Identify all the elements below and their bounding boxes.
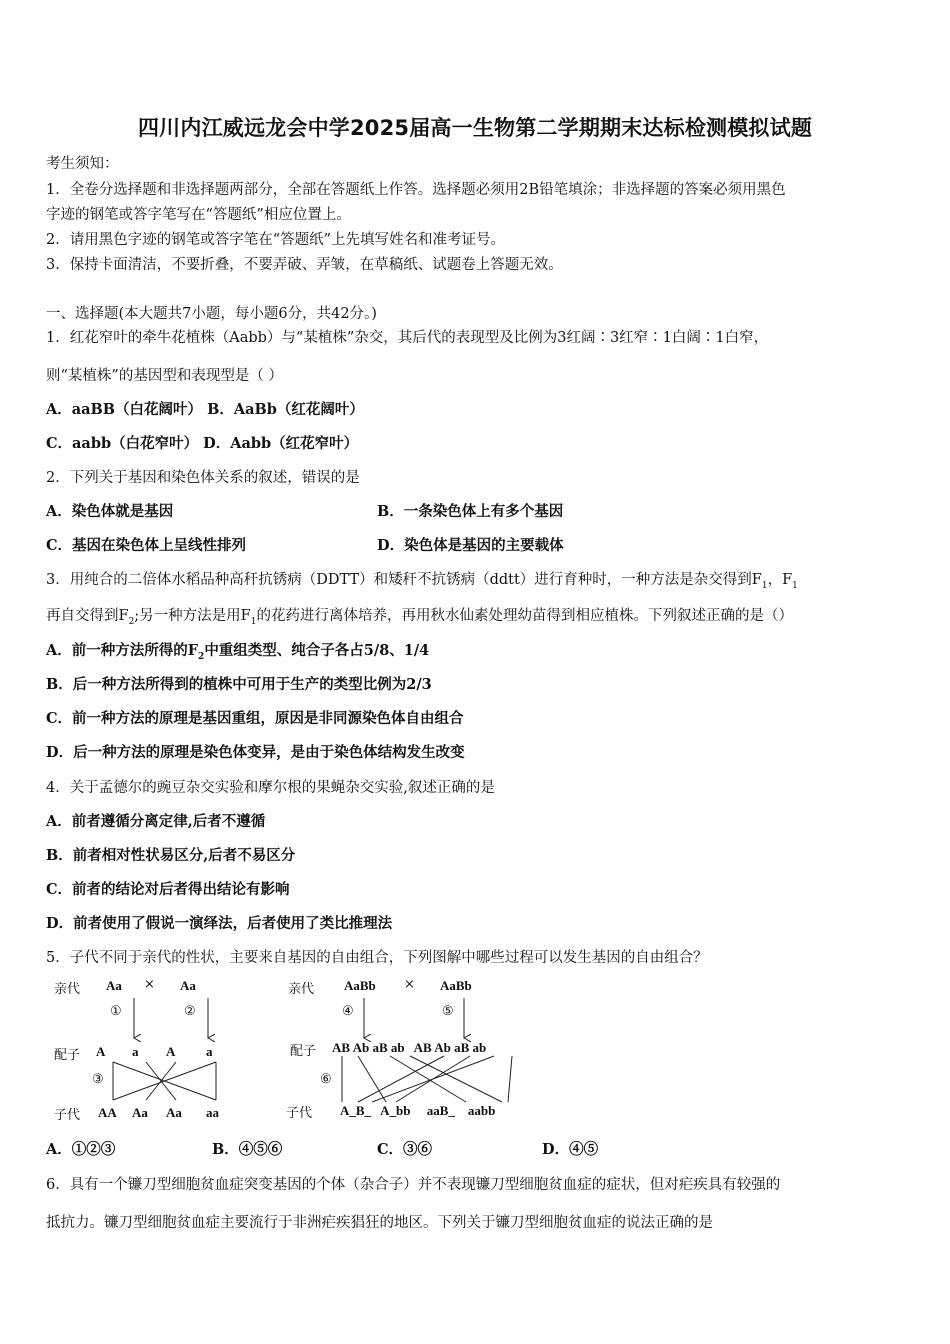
right-parent-2: AaBb [440, 978, 472, 993]
left-parent-2: Aa [180, 978, 196, 993]
q5-option-d: D．④⑤ [542, 1141, 599, 1158]
right-parent-1: AaBb [344, 978, 376, 993]
left-offspring-label: 子代 [54, 1108, 81, 1123]
left-gamete-1: A [96, 1044, 106, 1059]
notice-item-1: 1．全卷分选择题和非选择题两部分，全部在答题纸上作答。选择题必须用2B铅笔填涂；非选择题的答案必须用黑色 [46, 182, 786, 198]
left-offspring-2: Aa [132, 1105, 148, 1120]
left-gamete-3: A [166, 1044, 176, 1059]
q3-option-c: C．前一种方法的原理是基因重组，原因是非同源染色体自由组合 [46, 710, 464, 727]
left-parent-label: 亲代 [54, 982, 81, 997]
q1-stem-cont: 则“某植株”的基因型和表现型是（ ） [46, 368, 283, 384]
q6-stem-cont: 抵抗力。镰刀型细胞贫血症主要流行于非洲疟疾猖狂的地区。下列关于镰刀型细胞贫血症的说法正确的是 [46, 1215, 713, 1231]
left-offspring-1: AA [98, 1105, 117, 1120]
notice-item-2: 2．请用黑色字迹的钢笔或答字笔在“答题纸”上先填写姓名和准考证号。 [46, 232, 506, 248]
page-title: 四川内江威远龙会中学2025届高一生物第二学期期末达标检测模拟试题 [137, 116, 813, 140]
left-gamete-2: a [132, 1044, 139, 1059]
right-parent-label: 亲代 [288, 982, 315, 997]
q5-option-b: B．④⑤⑥ [212, 1141, 283, 1158]
step-3-marker: ③ [92, 1072, 104, 1087]
step-6-marker: ⑥ [320, 1072, 332, 1087]
left-offspring-3: Aa [166, 1105, 182, 1120]
right-gamete-label: 配子 [290, 1044, 317, 1059]
left-cross-sign: × [144, 977, 155, 992]
q5-option-c: C．③⑥ [377, 1141, 433, 1158]
q2-option-a: A．染色体就是基因 [46, 503, 174, 520]
q4-option-b: B．前者相对性状易区分,后者不易区分 [46, 847, 296, 864]
step-5-marker: ⑤ [442, 1004, 454, 1019]
q1-options-cd: C．aabb（白花窄叶） D．Aabb（红花窄叶） [46, 435, 359, 452]
step-2-marker: ② [184, 1004, 196, 1019]
left-offspring-4: aa [206, 1105, 219, 1120]
q4-option-c: C．前者的结论对后者得出结论有影响 [46, 881, 290, 898]
notice-item-1-cont: 字迹的钢笔或答字笔写在“答题纸”相应位置上。 [46, 207, 351, 223]
right-cross-sign: × [404, 977, 415, 992]
q5-option-a: A．①②③ [46, 1141, 116, 1158]
q3-option-b: B．后一种方法所得到的植株中可用于生产的类型比例为2/3 [46, 676, 432, 693]
q4-stem: 4．关于孟德尔的豌豆杂交实验和摩尔根的果蝇杂交实验,叙述正确的是 [46, 780, 495, 796]
q3-stem: 3．用纯合的二倍体水稻品种高秆抗锈病（DDTT）和矮秆不抗锈病（ddtt）进行育种时，一种方法是杂交得到$F_1$，$F_1$ [46, 572, 798, 591]
q2-option-b: B．一条染色体上有多个基因 [377, 503, 564, 520]
q3-stem-cont: 再自交得到$F_2$;另一种方法是用$F_1$的花药进行离体培养，再用秋水仙素处理幼苗得到相应植株。下列叙述正确的是（） [46, 608, 793, 627]
left-cross-lines [113, 1062, 216, 1100]
section-heading: 一、选择题(本大题共7小题，每小题6分，共42分。) [46, 306, 377, 322]
right-offspring: A_B_ A_bb aaB_ aabb [340, 1103, 496, 1118]
q1-options-ab: A．aaBB（白花阔叶） B．AaBb（红花阔叶） [46, 401, 364, 418]
q4-option-d: D．前者使用了假说一演绎法，后者使用了类比推理法 [46, 915, 393, 932]
left-gamete-label: 配子 [54, 1048, 81, 1063]
step-4-marker: ④ [342, 1004, 354, 1019]
q5-stem: 5．子代不同于亲代的性状，主要来自基因的自由组合，下列图解中哪些过程可以发生基因的自由组合？ [46, 950, 708, 966]
notice-item-3: 3．保持卡面清洁，不要折叠，不要弄破、弄皱，在草稿纸、试题卷上答题无效。 [46, 257, 563, 273]
right-offspring-label: 子代 [286, 1106, 313, 1121]
notice-heading: 考生须知： [46, 156, 119, 172]
q3-option-a: A．前一种方法所得的$F_2$中重组类型、纯合子各占5/8、1/4 [46, 642, 430, 662]
left-parent-1: Aa [106, 978, 122, 993]
left-gamete-4: a [206, 1044, 213, 1059]
q6-stem: 6．具有一个镰刀型细胞贫血症突变基因的个体（杂合子）并不表现镰刀型细胞贫血症的症状，但对疟疾具有较强的 [46, 1177, 781, 1193]
q1-stem: 1．红花窄叶的牵牛花植株（Aabb）与“某植株”杂交，其后代的表现型及比例为3红阔∶3红窄∶1白阔∶1白窄， [46, 330, 769, 346]
step-1-marker: ① [110, 1004, 122, 1019]
q2-stem: 2．下列关于基因和染色体关系的叙述，错误的是 [46, 470, 360, 486]
q5-diagram [46, 972, 526, 1122]
q3-option-d: D．后一种方法的原理是染色体变异，是由于染色体结构发生改变 [46, 744, 465, 761]
right-cross-lines [342, 1056, 512, 1102]
q2-option-d: D．染色体是基因的主要载体 [377, 537, 564, 554]
q2-option-c: C．基因在染色体上呈线性排列 [46, 537, 247, 554]
right-gametes: AB Ab aB ab AB Ab aB ab [332, 1040, 487, 1055]
q4-option-a: A．前者遵循分离定律,后者不遵循 [46, 813, 266, 830]
